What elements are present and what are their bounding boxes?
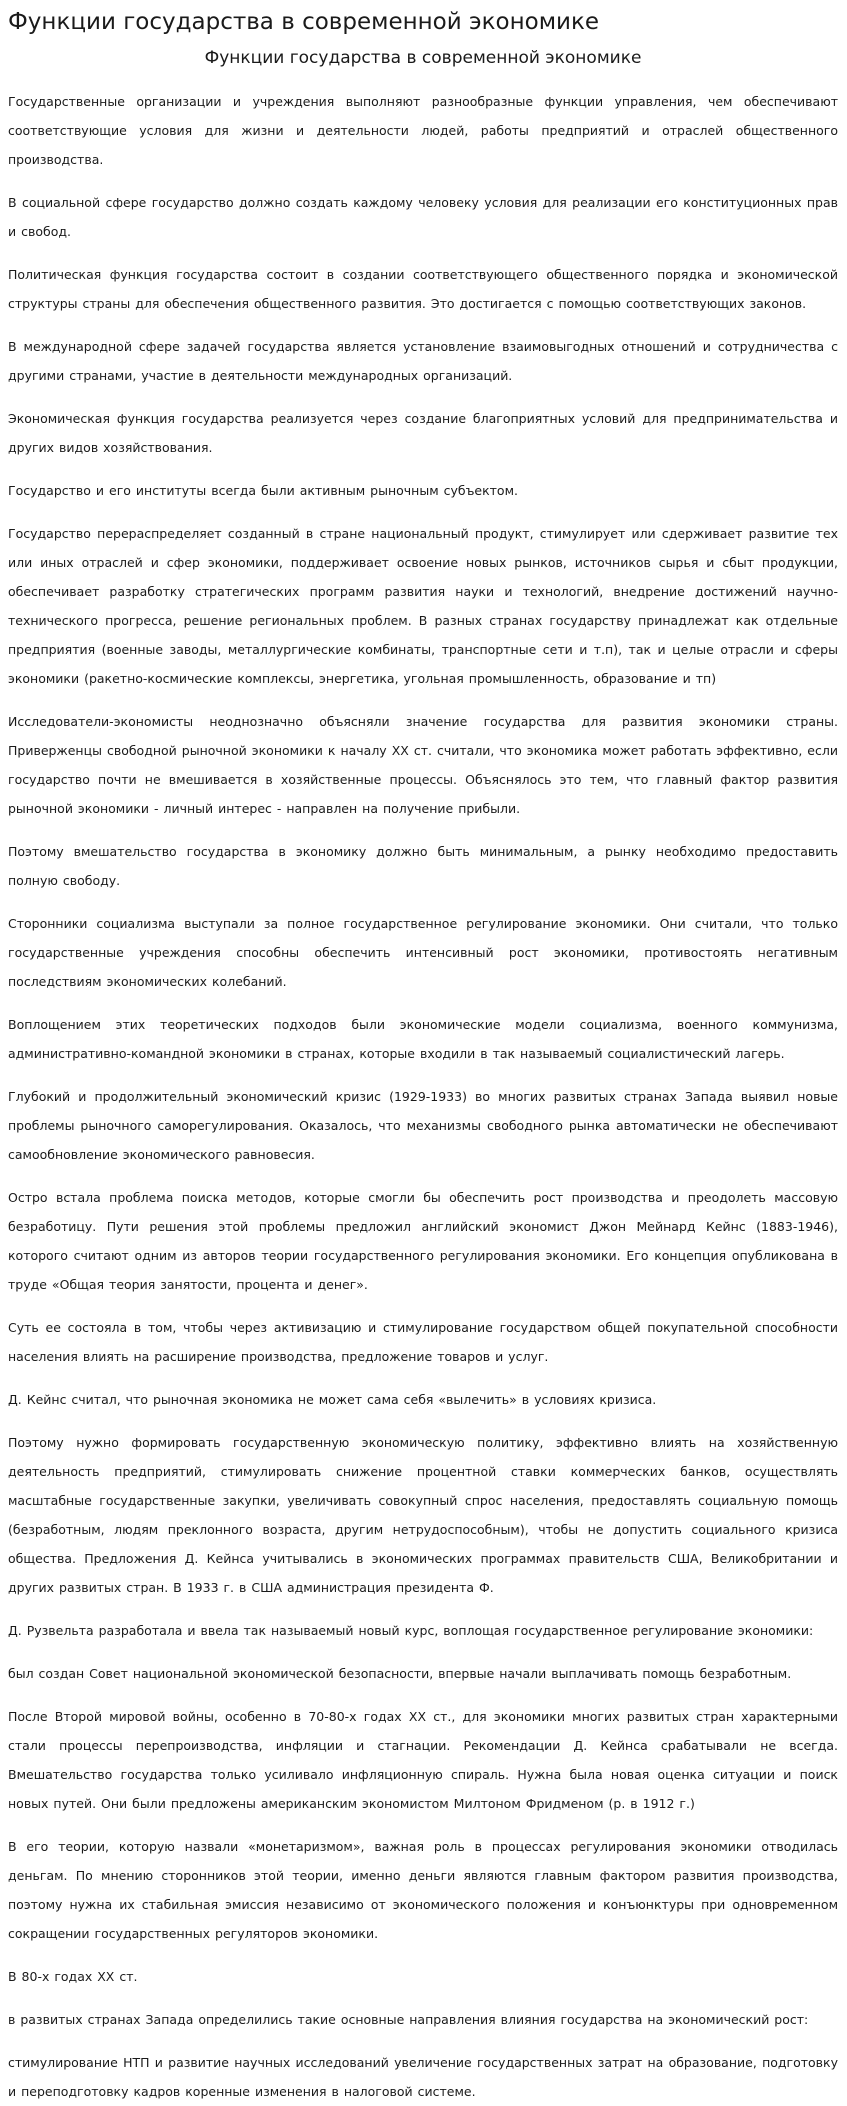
paragraph: В 80-х годах XX ст.: [8, 1969, 138, 1984]
paragraph: Поэтому вмешательство государства в экономику должно быть минимальным, а рынку необходимо предоставить полную свободу.: [8, 844, 838, 888]
paragraph: После Второй мировой войны, особенно в 70-80-х годах XX ст., для экономики многих развитых стран характерными стали процессы перепроизводства, инфляции и стагнации. Рекомендации Д. Кейнса срабатывали не всегда. Вмешательство государства только усиливало инфляционную спираль. Нужна была новая оценка ситуации и поиск новых путей. Они были предложены американским экономистом Милтоном Фридменом (р. в 1912 г.): [8, 1709, 838, 1811]
article-title: Функции государства в современной экономике: [204, 48, 642, 68]
paragraph: В международной сфере задачей государства является установление взаимовыгодных отношений и сотрудничества с другими странами, участие в деятельности международных организаций.: [8, 339, 838, 383]
paragraph: В социальной сфере государство должно создать каждому человеку условия для реализации его конституционных прав и свобод.: [8, 195, 838, 239]
paragraph: Поэтому нужно формировать государственную экономическую политику, эффективно влиять на хозяйственную деятельность предприятий, стимулировать снижение процентной ставки коммерческих банков, осуществлять масштабные государственные закупки, увеличивать совокупный спрос населения, предоставлять социальную помощь (безработным, людям преклонного возраста, другим нетрудоспособным), чтобы не допустить социального кризиса общества. Предложения Д. Кейнса учитывались в экономических программах правительств США, Великобритании и других развитых стран. В 1933 г. в США администрация президента Ф.: [8, 1435, 838, 1595]
paragraph: Государство перераспределяет созданный в стране национальный продукт, стимулирует или сдерживает развитие тех или иных отраслей и сфер экономики, поддерживает освоение новых рынков, источников сырья и сбыт продукции, обеспечивает разработку стратегических программ развития науки и технологий, внедрение достижений научно-технического прогресса, решение региональных проблем. В разных странах государству принадлежат как отдельные предприятия (военные заводы, металлургические комбинаты, транспортные сети и т.п), так и целые отрасли и сферы экономики (ракетно-космические комплексы, энергетика, угольная промышленность, образование и тп): [8, 526, 838, 686]
paragraph: Исследователи-экономисты неоднозначно объясняли значение государства для развития экономики страны. Приверженцы свободной рыночной экономики к началу XX ст. считали, что экономика может работать эффективно, если государство почти не вмешивается в хозяйственные процессы. Объяснялось это тем, что главный фактор развития рыночной экономики - личный интерес - направлен на получение прибыли.: [8, 714, 838, 816]
paragraph: Государственные организации и учреждения выполняют разнообразные функции управления, чем обеспечивают соответствующие условия для жизни и деятельности людей, работы предприятий и отраслей общественного производства.: [8, 94, 838, 167]
paragraph: стимулирование НТП и развитие научных исследований увеличение государственных затрат на образование, подготовку и переподготовку кадров коренные изменения в налоговой системе.: [8, 2055, 838, 2099]
paragraph: В его теории, которую назвали «монетаризмом», важная роль в процессах регулирования экономики отводилась деньгам. По мнению сторонников этой теории, именно деньги являются главным фактором развития производства, поэтому нужна их стабильная эмиссия независимо от экономического положения и конъюнктуры при одновременном сокращении государственных регуляторов экономики.: [8, 1839, 838, 1941]
paragraph: Воплощением этих теоретических подходов были экономические модели социализма, военного коммунизма, административно-командной экономики в странах, которые входили в так называемый социалистический лагерь.: [8, 1017, 838, 1061]
paragraph: Остро встала проблема поиска методов, которые смогли бы обеспечить рост производства и преодолеть массовую безработицу. Пути решения этой проблемы предложил английский экономист Джон Мейнард Кейнс (1883-1946), которого считают одним из авторов теории государственного регулирования экономики. Его концепция опубликована в труде «Общая теория занятости, процента и денег».: [8, 1190, 838, 1292]
paragraph: в развитых странах Запада определились такие основные направления влияния государства на экономический рост:: [8, 2012, 809, 2027]
paragraph: Суть ее состояла в том, чтобы через активизацию и стимулирование государством общей покупательной способности населения влиять на расширение производства, предложение товаров и услуг.: [8, 1320, 838, 1364]
paragraph: Экономическая функция государства реализуется через создание благоприятных условий для предпринимательства и других видов хозяйствования.: [8, 411, 838, 455]
paragraph: Д. Рузвельта разработала и ввела так называемый новый курс, воплощая государственное регулирование экономики:: [8, 1623, 814, 1638]
paragraph: Государство и его институты всегда были активным рыночным субъектом.: [8, 483, 518, 498]
paragraph: Глубокий и продолжительный экономический кризис (1929-1933) во многих развитых странах Запада выявил новые проблемы рыночного саморегулирования. Оказалось, что механизмы свободного рынка автоматически не обеспечивают самообновление экономического равновесия.: [8, 1089, 838, 1162]
paragraph: Д. Кейнс считал, что рыночная экономика не может сама себя «вылечить» в условиях кризиса.: [8, 1392, 657, 1407]
paragraph: Сторонники социализма выступали за полное государственное регулирование экономики. Они считали, что только государственные учреждения способны обеспечить интенсивный рост экономики, противостоять негативным последствиям экономических колебаний.: [8, 916, 838, 989]
page-title: Функции государства в современной экономике: [8, 9, 600, 35]
paragraph: Политическая функция государства состоит в создании соответствующего общественного порядка и экономической структуры страны для обеспечения общественного развития. Это достигается с помощью соответствующих законов.: [8, 267, 838, 311]
paragraph: был создан Совет национальной экономической безопасности, впервые начали выплачивать помощь безработным.: [8, 1666, 792, 1681]
